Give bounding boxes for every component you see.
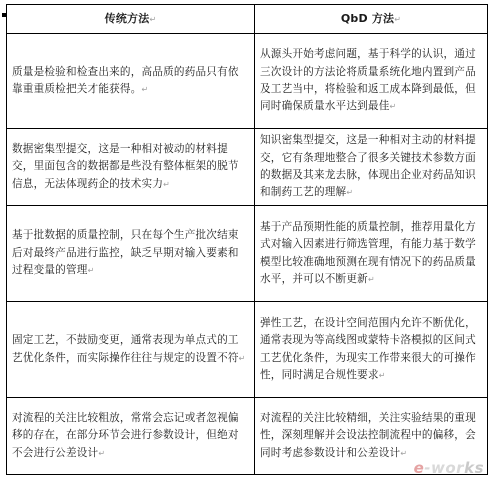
cell-qbd: 弹性工艺，在设计空间范围内允许不断优化，通常表现为等高线图或蒙特卡洛模拟的区间式工艺优化条件，为现实工作带来很大的可操作性，同时满足合规性要求↵ [255,302,488,398]
header-qbd: QbD 方法↵ [255,5,488,34]
header-traditional: 传统方法↵ [7,5,255,34]
cell-traditional: 数据密集型提交，这是一种相对被动的材料提交，里面包含的数据都是些没有整体框架的脱节信息，无法体现药企的技术实力↵ [7,129,255,206]
table-row [7,34,488,129]
table-row [7,206,488,302]
cell-qbd: 知识密集型提交，这是一种相对主动的材料提交，它有条理地整合了很多关键技术参数方面的数据及其来龙去脉，体现出企业对药品知识和制药工艺的理解↵ [255,129,488,206]
cell-qbd: 从源头开始考虑问题，基于科学的认识，通过三次设计的方法论将质量系统化地内置到产品及工艺当中，将检验和返工成本降到最低，但同时确保质量水平达到最佳↵ [255,34,488,129]
table-header-row [7,5,488,34]
cell-traditional: 固定工艺，不鼓励变更，通常表现为单点式的工艺优化条件，而实际操作往往与规定的设置不符↵ [7,302,255,398]
table-row [7,129,488,206]
eworks-watermark-logo: e-works [413,459,484,477]
cell-traditional: 质量是检验和检查出来的，高品质的药品只有依靠重重质检把关才能获得。↵ [7,34,255,129]
cell-qbd: 对流程的关注比较精细，关注实验结果的重现性，深刻理解并会设法控制流程中的偏移，会同时考虑参数设计和公差设计↵ [255,398,488,475]
table-row [7,302,488,398]
cell-qbd: 基于产品预期性能的质量控制，推荐用量化方式对输入因素进行筛选管理，有能力基于数学模型比较准确地预测在现有情况下的药品质量水平，并可以不断更新↵ [255,206,488,302]
cell-traditional: 对流程的关注比较粗放，常常会忘记或者忽视偏移的存在，在部分环节会进行参数设计，但绝对不会进行公差设计↵ [7,398,255,475]
comparison-table [6,4,488,475]
cell-traditional: 基于批数据的质量控制，只在每个生产批次结束后对最终产品进行监控，缺乏早期对输入要素和过程变量的管理↵ [7,206,255,302]
